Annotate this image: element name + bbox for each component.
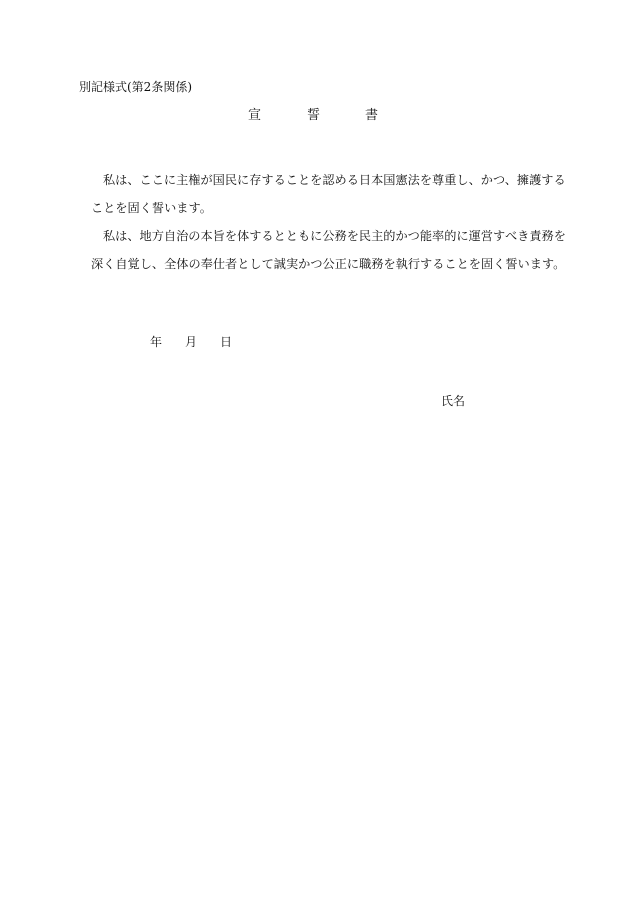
form-reference: 別記様式(第2条関係) xyxy=(79,80,192,94)
oath-paragraph-2-line-2: 深く自覚し、全体の奉仕者として誠実かつ公正に職務を執行することを固く誓います。 xyxy=(91,257,566,271)
date-line xyxy=(0,334,630,350)
document-title xyxy=(0,107,630,125)
oath-paragraph-2-line-1: 私は、地方自治の本旨を体するとともに公務を民主的かつ能率的に運営すべき責務を xyxy=(103,229,566,243)
date-year-label: 年 xyxy=(150,335,163,349)
date-day-label: 日 xyxy=(220,335,233,349)
oath-paragraph-1-line-1: 私は、ここに主権が国民に存することを認める日本国憲法を尊重し、かつ、擁護する xyxy=(103,173,566,187)
date-month-label: 月 xyxy=(185,335,198,349)
title-char-3: 書 xyxy=(365,108,379,123)
title-char-1: 宣 xyxy=(248,108,262,123)
title-char-2: 誓 xyxy=(307,108,321,123)
signature-name-label: 氏名 xyxy=(441,394,466,408)
oath-paragraph-1-line-2: ことを固く誓います。 xyxy=(91,201,212,215)
